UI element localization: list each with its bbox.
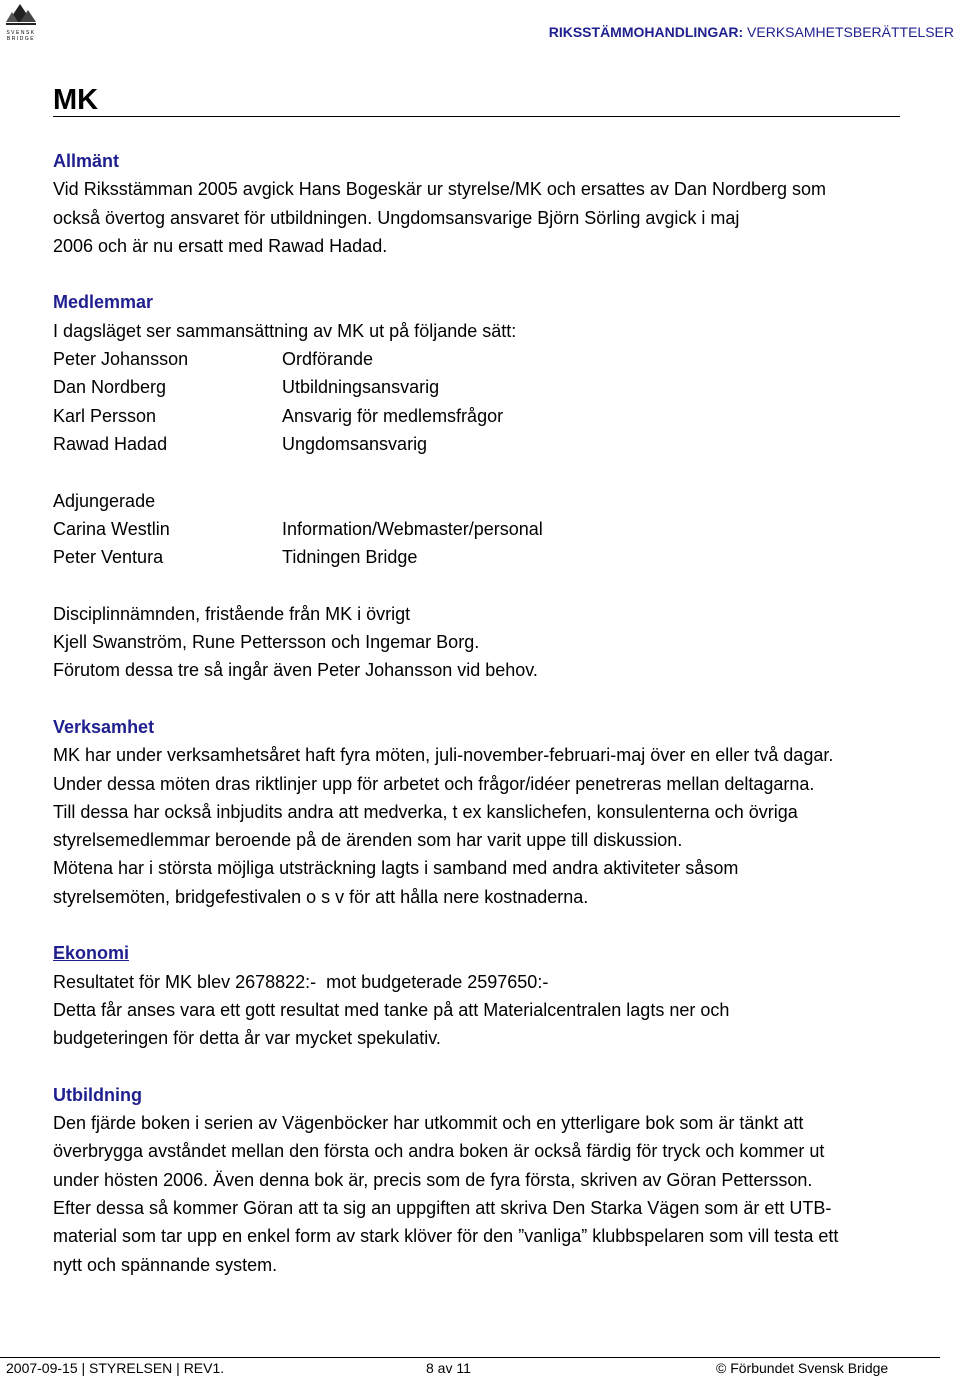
paragraph-line: Disciplinnämnden, fristående från MK i övrigt [53, 603, 411, 624]
title-divider [53, 116, 900, 117]
member-role: Tidningen Bridge [282, 547, 418, 568]
header-label-bold: RIKSSTÄMMOHANDLINGAR: [548, 24, 744, 40]
paragraph-line: under hösten 2006. Även denna bok är, precis som de fyra första, skriven av Göran Pettersson. [53, 1169, 813, 1190]
paragraph-line: överbrygga avståndet mellan den första och andra boken är också färdig för tryck och kommer ut [53, 1141, 825, 1162]
footer-divider [0, 1357, 940, 1358]
paragraph-line: Under dessa möten dras riktlinjer upp för arbetet och frågor/idéer penetreras mellan deltagarna. [53, 773, 815, 794]
member-row [53, 402, 913, 430]
member-row [53, 345, 913, 373]
member-role: Ungdomsansvarig [282, 433, 428, 454]
paragraph-line: material som tar upp en enkel form av stark klöver för den ”vanliga” klubbspelaren som vill testa ett [53, 1226, 839, 1247]
member-name: Carina Westlin [53, 518, 170, 539]
paragraph-line: styrelsemöten, bridgefestivalen o s v för att hålla nere kostnaderna. [53, 886, 589, 907]
heading-verksamhet: Verksamhet [53, 716, 155, 737]
paragraph-line: Den fjärde boken i serien av Vägenböcker har utkommit och en ytterligare bok som är tänkt att [53, 1113, 804, 1134]
heading-utbildning: Utbildning [53, 1084, 142, 1105]
logo-text: SVENSK BRIDGE [6, 30, 36, 42]
member-role: Information/Webmaster/personal [282, 518, 543, 539]
footer-page-number: 8 av 11 [426, 1360, 471, 1376]
document-header-label [549, 24, 954, 40]
member-name: Peter Johansson [53, 349, 189, 370]
paragraph-line: Kjell Swanström, Rune Pettersson och Ingemar Borg. [53, 632, 480, 653]
paragraph-line: styrelsemedlemmar beroende på de ärenden som har varit uppe till diskussion. [53, 830, 683, 851]
member-row [53, 373, 913, 401]
heading-ekonomi: Ekonomi [53, 943, 130, 964]
member-name: Dan Nordberg [53, 377, 167, 398]
page-title: MK [53, 84, 99, 116]
paragraph-line: Till dessa har också inbjudits andra att medverka, t ex kanslichefen, konsulenterna och övriga [53, 801, 798, 822]
paragraph-line: Vid Riksstämman 2005 avgick Hans Bogeskär ur styrelse/MK och ersattes av Dan Nordberg som [53, 179, 826, 200]
bridge-logo-icon [2, 2, 38, 30]
paragraph-line: Mötena har i största möjliga utsträckning lagts i samband med andra aktiviteter såsom [53, 858, 739, 879]
paragraph-line: Resultatet för MK blev 2678822:- mot budgeterade 2597650:- [53, 971, 549, 992]
header-label-rest: VERKSAMHETSBERÄTTELSER [743, 24, 954, 40]
paragraph-line: MK har under verksamhetsåret haft fyra möten, juli-november-februari-maj över en eller två dagar. [53, 745, 834, 766]
member-role: Ansvarig för medlemsfrågor [282, 405, 504, 426]
paragraph-line: nytt och spännande system. [53, 1254, 278, 1275]
member-name: Karl Persson [53, 405, 157, 426]
members-intro: I dagsläget ser sammansättning av MK ut på följande sätt: [53, 320, 517, 341]
adjungerade-label: Adjungerade [53, 490, 156, 511]
footer-date-revision: 2007-09-15 | STYRELSEN | REV1. [6, 1360, 225, 1376]
paragraph-line: Förutom dessa tre så ingår även Peter Johansson vid behov. [53, 660, 538, 681]
member-name: Rawad Hadad [53, 433, 168, 454]
footer-copyright: © Förbundet Svensk Bridge [716, 1360, 889, 1376]
paragraph-line: Efter dessa så kommer Göran att ta sig an uppgiften att skriva Den Starka Vägen som är ett UTB- [53, 1197, 832, 1218]
member-role: Utbildningsansvarig [282, 377, 440, 398]
paragraph-line: 2006 och är nu ersatt med Rawad Hadad. [53, 235, 388, 256]
member-name: Peter Ventura [53, 547, 164, 568]
svensk-bridge-logo [2, 2, 38, 42]
paragraph-line: också övertog ansvaret för utbildningen. Ungdomsansvarige Björn Sörling avgick i maj [53, 207, 740, 228]
member-role: Ordförande [282, 349, 374, 370]
paragraph-line: Detta får anses vara ett gott resultat med tanke på att Materialcentralen lagts ner och [53, 999, 730, 1020]
heading-medlemmar: Medlemmar [53, 292, 154, 313]
member-row [53, 430, 913, 458]
paragraph-line: budgeteringen för detta år var mycket spekulativ. [53, 1028, 441, 1049]
document-body [53, 147, 913, 1279]
adjungerad-row [53, 515, 913, 543]
heading-allmant: Allmänt [53, 151, 120, 171]
adjungerad-row [53, 543, 913, 571]
